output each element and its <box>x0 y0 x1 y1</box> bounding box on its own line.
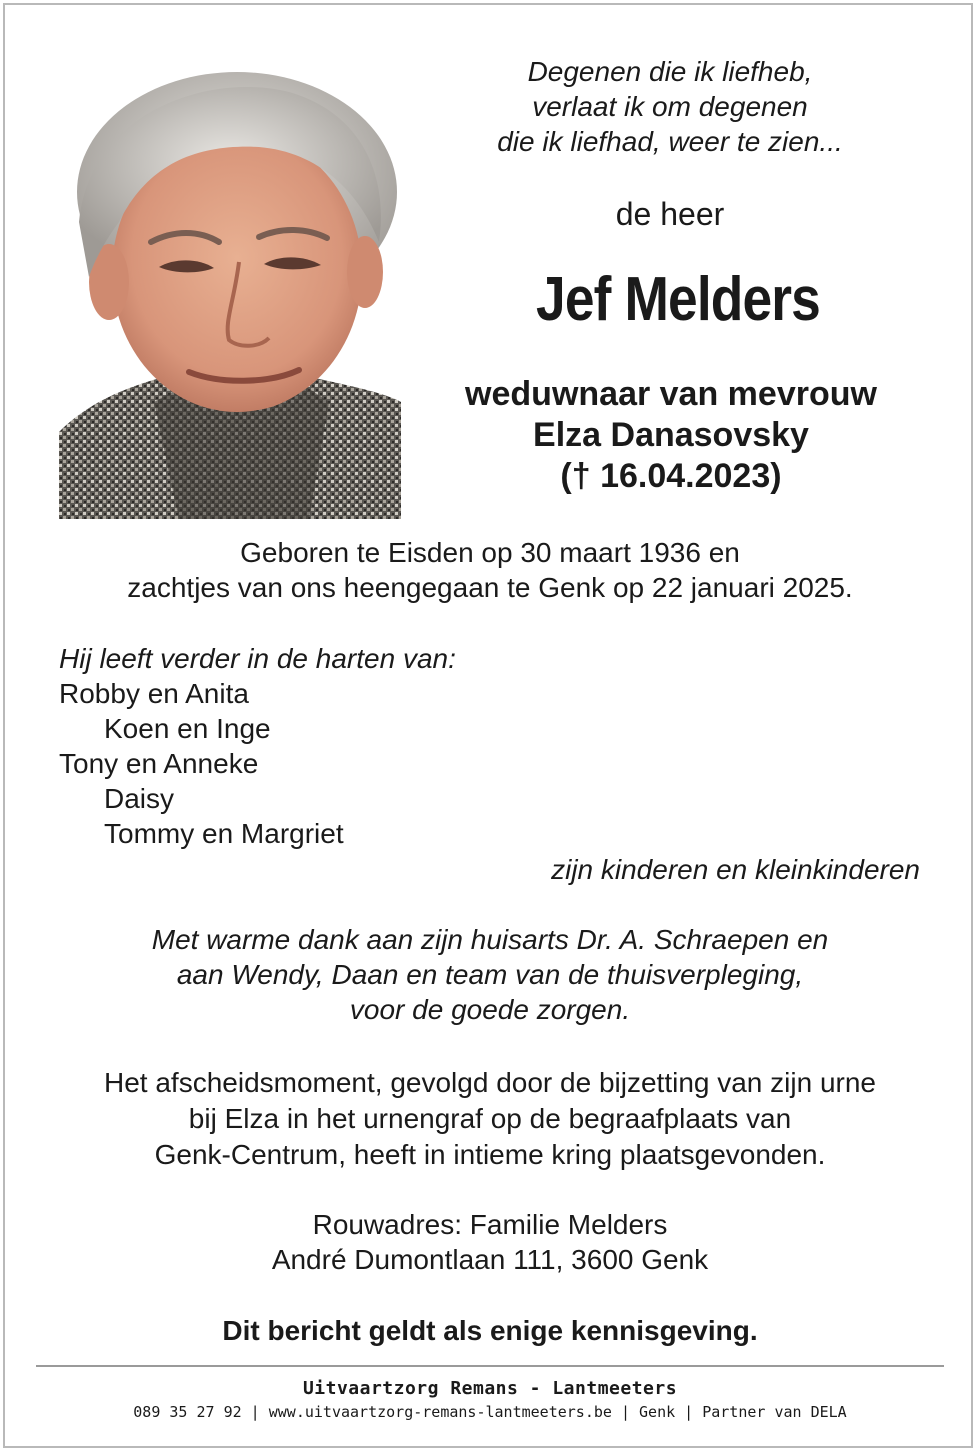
thanks-line: aan Wendy, Daan en team van de thuisverpleging, <box>176 959 804 990</box>
family-member: Koen en Inge <box>104 713 271 744</box>
thanks-line: voor de goede zorgen. <box>349 994 631 1025</box>
mourning-address <box>40 1207 940 1277</box>
spouse-line: weduwnaar van mevrouw <box>465 375 877 413</box>
ceremony-line: Het afscheidsmoment, gevolgd door de bijzetting van zijn urne <box>104 1067 876 1098</box>
family-member: Tommy en Margriet <box>104 818 344 849</box>
thanks-message <box>40 922 940 1027</box>
spouse-death-date: († 16.04.2023) <box>560 457 782 495</box>
ceremony-line: Genk-Centrum, heeft in intieme kring plaatsgevonden. <box>154 1139 826 1170</box>
family-member: Robby en Anita <box>59 678 249 709</box>
name-prefix: de heer <box>615 196 725 232</box>
memorial-quote <box>470 54 870 159</box>
notice-statement: Dit bericht geldt als enige kennisgeving. <box>222 1315 758 1346</box>
funeral-company-name: Uitvaartzorg Remans - Lantmeeters <box>302 1378 678 1399</box>
quote-line: verlaat ik om degenen <box>532 91 808 122</box>
spouse-info <box>430 374 912 497</box>
family-member: Tony en Anneke <box>59 748 259 779</box>
deceased-name: Jef Melders <box>536 265 820 334</box>
address-line: Rouwadres: Familie Melders <box>312 1209 668 1240</box>
ceremony-info <box>40 1065 940 1173</box>
life-dates <box>40 535 940 605</box>
family-member: Daisy <box>104 783 175 814</box>
spouse-name: Elza Danasovsky <box>533 416 809 454</box>
family-intro: Hij leeft verder in de harten van: <box>59 643 456 674</box>
family-relation: zijn kinderen en kleinkinderen <box>551 854 920 885</box>
birth-line: Geboren te Eisden op 30 maart 1936 en <box>240 537 740 568</box>
ceremony-line: bij Elza in het urnengraf op de begraafplaats van <box>188 1103 792 1134</box>
quote-line: Degenen die ik liefheb, <box>527 56 813 87</box>
funeral-company-contact: 089 35 27 92 | www.uitvaartzorg-remans-lantmeeters.be | Genk | Partner van DELA <box>133 1403 847 1421</box>
thanks-line: Met warme dank aan zijn huisarts Dr. A. Schraepen en <box>151 924 829 955</box>
portrait-photo <box>59 72 401 519</box>
family-list <box>59 641 456 851</box>
death-line: zachtjes van ons heengegaan te Genk op 22 januari 2025. <box>127 572 853 603</box>
address-line: André Dumontlaan 111, 3600 Genk <box>271 1244 709 1275</box>
footer-divider <box>36 1365 944 1367</box>
quote-line: die ik liefhad, weer te zien... <box>497 126 843 157</box>
